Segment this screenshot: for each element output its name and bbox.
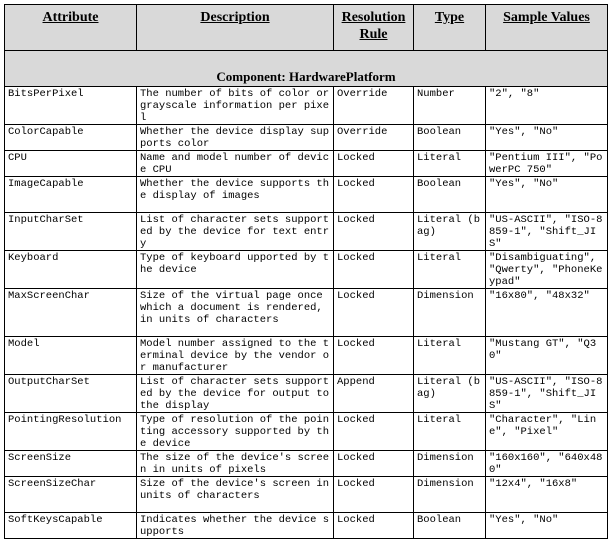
cell-type: Literal (bag)	[414, 213, 486, 251]
cell-description: The size of the device's screen in units of pixels	[137, 451, 334, 477]
component-label: Component: HardwarePlatform	[5, 51, 608, 87]
cell-rule: Locked	[334, 177, 414, 213]
cell-attribute: Keyboard	[5, 251, 137, 289]
cell-description: List of character sets supported by the device for text entry	[137, 213, 334, 251]
table-row	[5, 375, 608, 413]
table-row	[5, 251, 608, 289]
cell-sample: "Yes", "No"	[486, 177, 608, 213]
cell-sample: "Yes", "No"	[486, 513, 608, 539]
cell-sample: "160x160", "640x480"	[486, 451, 608, 477]
cell-sample: "US-ASCII", "ISO-8859-1", "Shift_JIS"	[486, 213, 608, 251]
header-type: Type	[414, 5, 486, 51]
header-description: Description	[137, 5, 334, 51]
cell-rule: Locked	[334, 289, 414, 337]
cell-description: The number of bits of color or grayscale information per pixel	[137, 87, 334, 125]
cell-description: Name and model number of device CPU	[137, 151, 334, 177]
cell-rule: Locked	[334, 251, 414, 289]
cell-description: Whether the device supports the display of images	[137, 177, 334, 213]
attribute-table	[4, 4, 608, 539]
cell-attribute: ColorCapable	[5, 125, 137, 151]
cell-attribute: MaxScreenChar	[5, 289, 137, 337]
cell-sample: "Mustang GT", "Q30"	[486, 337, 608, 375]
cell-type: Dimension	[414, 477, 486, 513]
cell-sample: "Yes", "No"	[486, 125, 608, 151]
cell-type: Literal	[414, 337, 486, 375]
header-row	[5, 5, 608, 51]
cell-sample: "US-ASCII", "ISO-8859-1", "Shift_JIS"	[486, 375, 608, 413]
cell-type: Literal	[414, 151, 486, 177]
cell-type: Literal	[414, 251, 486, 289]
cell-rule: Locked	[334, 151, 414, 177]
cell-description: Size of the device's screen in units of characters	[137, 477, 334, 513]
cell-type: Boolean	[414, 177, 486, 213]
table-row	[5, 337, 608, 375]
table-row	[5, 177, 608, 213]
cell-attribute: SoftKeysCapable	[5, 513, 137, 539]
cell-type: Boolean	[414, 125, 486, 151]
table-row	[5, 151, 608, 177]
table-row	[5, 477, 608, 513]
cell-rule: Locked	[334, 213, 414, 251]
cell-type: Literal (bag)	[414, 375, 486, 413]
cell-sample: "16x80", "48x32"	[486, 289, 608, 337]
cell-sample: "Pentium III", "PowerPC 750"	[486, 151, 608, 177]
table-row	[5, 213, 608, 251]
cell-attribute: ImageCapable	[5, 177, 137, 213]
cell-sample: "Character", "Line", "Pixel"	[486, 413, 608, 451]
cell-type: Number	[414, 87, 486, 125]
cell-rule: Locked	[334, 451, 414, 477]
component-row	[5, 51, 608, 87]
table-row	[5, 125, 608, 151]
table-row	[5, 87, 608, 125]
cell-type: Dimension	[414, 451, 486, 477]
header-resolution-rule: Resolution Rule	[334, 5, 414, 51]
cell-description: Indicates whether the device supports	[137, 513, 334, 539]
cell-attribute: CPU	[5, 151, 137, 177]
header-attribute: Attribute	[5, 5, 137, 51]
cell-type: Dimension	[414, 289, 486, 337]
table-row	[5, 513, 608, 539]
cell-attribute: BitsPerPixel	[5, 87, 137, 125]
cell-rule: Locked	[334, 513, 414, 539]
cell-sample: "Disambiguating", "Qwerty", "PhoneKeypad"	[486, 251, 608, 289]
cell-description: Whether the device display supports color	[137, 125, 334, 151]
cell-rule: Locked	[334, 477, 414, 513]
cell-attribute: ScreenSizeChar	[5, 477, 137, 513]
cell-attribute: OutputCharSet	[5, 375, 137, 413]
cell-description: Type of keyboard upported by the device	[137, 251, 334, 289]
cell-sample: "12x4", "16x8"	[486, 477, 608, 513]
cell-description: List of character sets supported by the device for output to the display	[137, 375, 334, 413]
cell-type: Boolean	[414, 513, 486, 539]
cell-description: Size of the virtual page once which a document is rendered, in units of characters	[137, 289, 334, 337]
cell-type: Literal	[414, 413, 486, 451]
cell-rule: Locked	[334, 337, 414, 375]
cell-rule: Append	[334, 375, 414, 413]
cell-rule: Override	[334, 125, 414, 151]
cell-attribute: PointingResolution	[5, 413, 137, 451]
table-row	[5, 413, 608, 451]
cell-rule: Locked	[334, 413, 414, 451]
cell-attribute: ScreenSize	[5, 451, 137, 477]
cell-attribute: InputCharSet	[5, 213, 137, 251]
cell-description: Model number assigned to the terminal device by the vendor or manufacturer	[137, 337, 334, 375]
cell-description: Type of resolution of the pointing accessory supported by the device	[137, 413, 334, 451]
cell-attribute: Model	[5, 337, 137, 375]
table-row	[5, 451, 608, 477]
header-sample-values: Sample Values	[486, 5, 608, 51]
cell-sample: "2", "8"	[486, 87, 608, 125]
cell-rule: Override	[334, 87, 414, 125]
table-row	[5, 289, 608, 337]
